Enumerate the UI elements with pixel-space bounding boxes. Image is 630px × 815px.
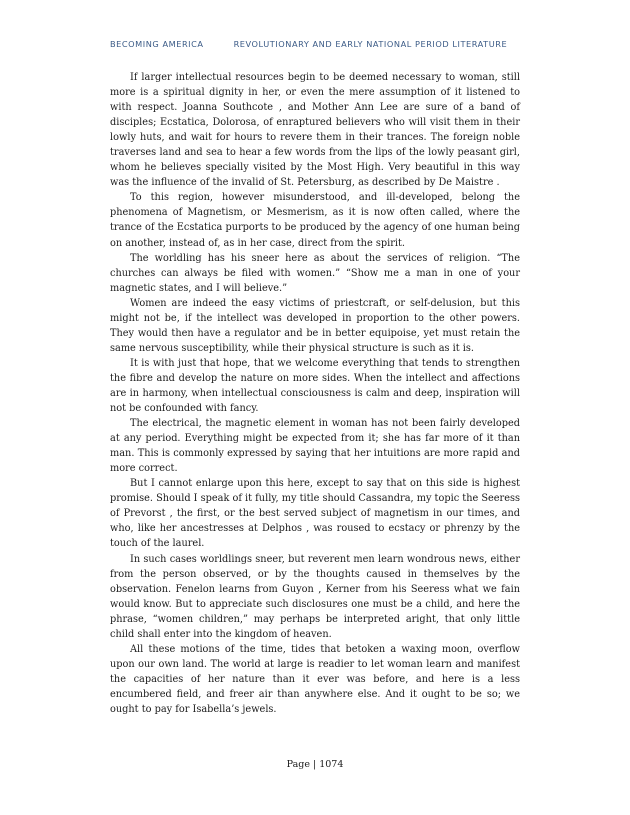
running-header <box>110 39 507 49</box>
body-text <box>110 70 520 717</box>
header-section-title: REVOLUTIONARY AND EARLY NATIONAL PERIOD LITERATURE <box>233 39 508 49</box>
paragraph: If larger intellectual resources begin to be deemed necessary to woman, still more is a spiritual dignity in her, or even the mere assumption of it listened to with respect. Joanna Southcote , and Mother Ann Lee are sure of a band of disciples; Ecstatica, Dolorosa, of enraptured believers who will visit them in their lowly huts, and wait for hours to revere them in their trances. The foreign noble traverses land and sea to hear a few words from the lips of the lowly peasant girl, whom he believes specially visited by the Most High. Very beautiful in this way was the influence of the invalid of St. Petersburg, as described by De Maistre . <box>110 72 520 189</box>
page-number: Page | 1074 <box>286 759 344 770</box>
paragraph: All these motions of the time, tides that betoken a waxing moon, overflow upon our own land. The world at large is readier to let woman learn and manifest the capacities of her nature than it ever was before, and here is a less encumbered field, and freer air than anywhere else. And it ought to be so; we ought to pay for Isabella’s jewels. <box>110 643 520 715</box>
paragraph: The worldling has his sneer here as about the services of religion. “The churches can always be filed with women.” “Show me a man in one of your magnetic states, and I will believe.” <box>110 252 520 294</box>
header-book-title: BECOMING AMERICA <box>110 39 204 49</box>
paragraph: To this region, however misunderstood, and ill-developed, belong the phenomena of Magnetism, or Mesmerism, as it is now often called, where the trance of the Ecstatica purports to be produced by the agency of one human being on another, instead of, as in her case, direct from the spirit. <box>110 192 520 249</box>
paragraph: It is with just that hope, that we welcome everything that tends to strengthen the fibre and develop the nature on more sides. When the intellect and affections are in harmony, when intellectual consciousness is calm and deep, inspiration will not be confounded with fancy. <box>110 357 520 415</box>
paragraph: Women are indeed the easy victims of priestcraft, or self-delusion, but this might not be, if the intellect was developed in proportion to the other powers. They would then have a regulator and be in better equipoise, yet must retain the same nervous susceptibility, while their physical structure is such as it is. <box>110 297 520 354</box>
paragraph: But I cannot enlarge upon this here, except to say that on this side is highest promise. Should I speak of it fully, my title should Cassandra, my topic the Seeress of Prevorst , the first, or the best served subject of magnetism in our times, and who, like her ancestresses at Delphos , was roused to ecstacy or phrenzy by the touch of the laurel. <box>110 478 520 550</box>
paragraph: In such cases worldlings sneer, but reverent men learn wondrous news, either from the person observed, or by the thoughts caused in themselves by the observation. Fenelon learns from Guyon , Kerner from his Seeress what we fain would know. But to appreciate such disclosures one must be a child, and here the phrase, “women children,” may perhaps be interpreted aright, that only little child shall enter into the kingdom of heaven. <box>110 553 520 640</box>
paragraph: The electrical, the magnetic element in woman has not been fairly developed at any period. Everything might be expected from it; she has far more of it than man. This is commonly expressed by saying that her intuitions are more rapid and more correct. <box>110 418 520 475</box>
